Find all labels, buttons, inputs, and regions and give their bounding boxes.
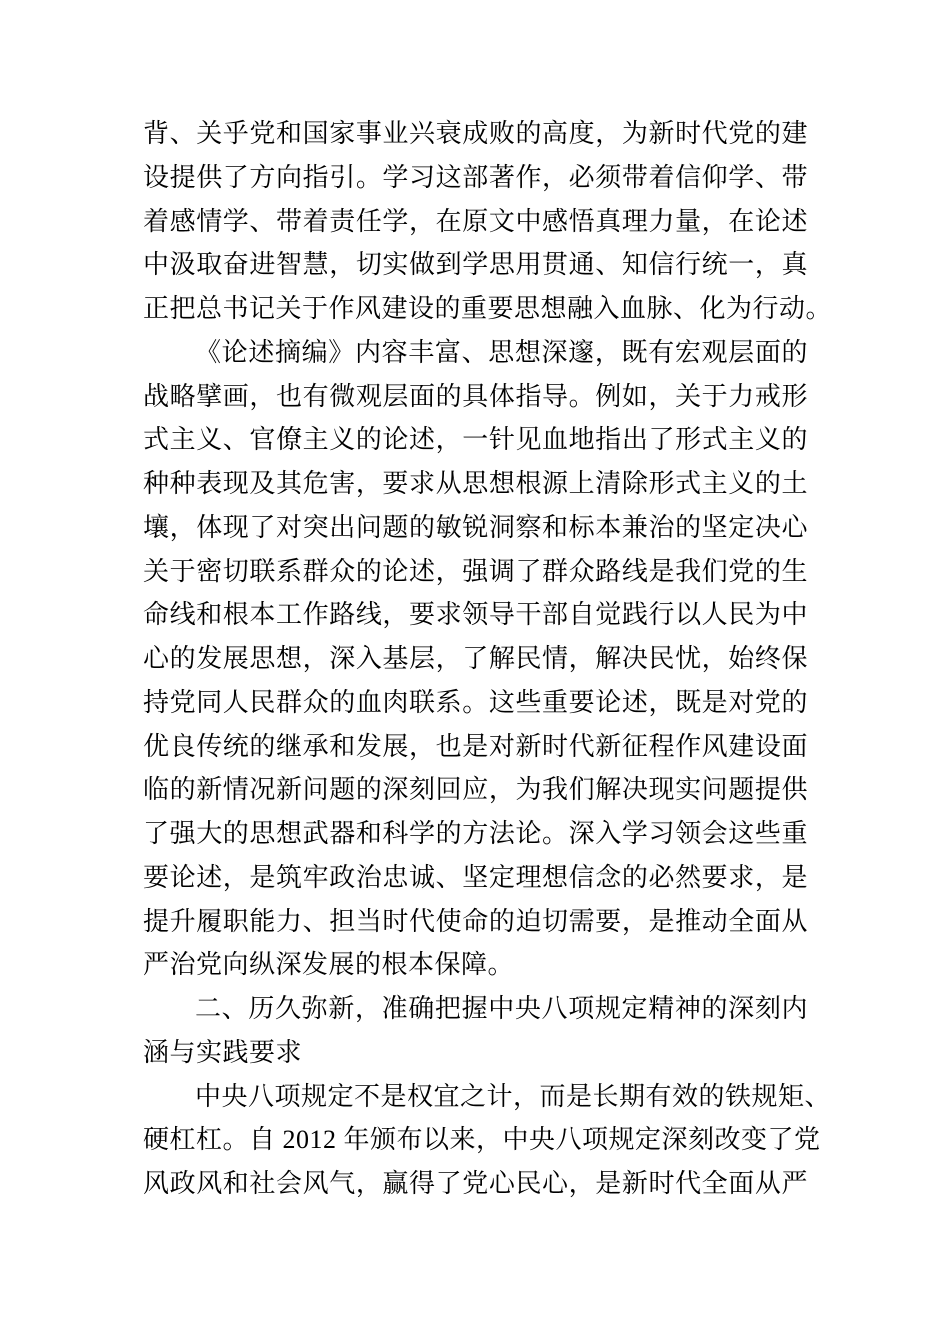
text-line: 风政风和社会风气，赢得了党心民心，是新时代全面从严: [143, 1169, 808, 1198]
text-line: 中汲取奋进智慧，切实做到学思用贯通、知信行统一，真: [143, 250, 808, 280]
heading-line: 涵与实践要求: [143, 1037, 303, 1067]
text-line: 严治党向纵深发展的根本保障。: [143, 950, 515, 980]
text-line: 式主义、官僚主义的论述，一针见血地指出了形式主义的: [143, 425, 808, 455]
text-line: 《论述摘编》内容丰富、思想深邃，既有宏观层面的: [195, 337, 808, 367]
text-line: 了强大的思想武器和科学的方法论。深入学习领会这些重: [143, 819, 808, 848]
text-line: 提升履职能力、担当时代使命的迫切需要，是推动全面从: [143, 906, 808, 936]
text-line: 壤，体现了对突出问题的敏锐洞察和标本兼治的坚定决心: [143, 512, 808, 542]
document-body: [143, 112, 833, 1206]
text-line: 设提供了方向指引。学习这部著作，必须带着信仰学、带: [143, 162, 808, 192]
text-line: 临的新情况新问题的深刻回应，为我们解决现实问题提供: [143, 775, 808, 805]
text-line: 中央八项规定不是权宜之计，而是长期有效的铁规矩、: [195, 1081, 832, 1111]
text-line: 要论述，是筑牢政治忠诚、坚定理想信念的必然要求，是: [143, 862, 808, 892]
text-line: 正把总书记关于作风建设的重要思想融入血脉、化为行动。: [143, 294, 833, 323]
text-line: 背、关乎党和国家事业兴衰成败的高度，为新时代党的建: [143, 119, 808, 148]
text-line: 种种表现及其危害，要求从思想根源上清除形式主义的土: [143, 469, 808, 498]
heading-line: 二、历久弥新，准确把握中央八项规定精神的深刻内: [195, 994, 808, 1023]
text-line: 命线和根本工作路线，要求领导干部自觉践行以人民为中: [143, 600, 808, 630]
text-line: 优良传统的继承和发展，也是对新时代新征程作风建设面: [143, 731, 808, 761]
text-line: 着感情学、带着责任学，在原文中感悟真理力量，在论述: [143, 206, 808, 236]
text-line: 持党同人民群众的血肉联系。这些重要论述，既是对党的: [143, 687, 808, 717]
text-line: 硬杠杠。自 2012 年颁布以来，中央八项规定深刻改变了党: [143, 1125, 821, 1155]
text-line: 心的发展思想，深入基层，了解民情，解决民忧，始终保: [143, 644, 808, 673]
text-line: 战略擘画，也有微观层面的具体指导。例如，关于力戒形: [143, 381, 808, 411]
text-line: 关于密切联系群众的论述，强调了群众路线是我们党的生: [143, 556, 808, 586]
